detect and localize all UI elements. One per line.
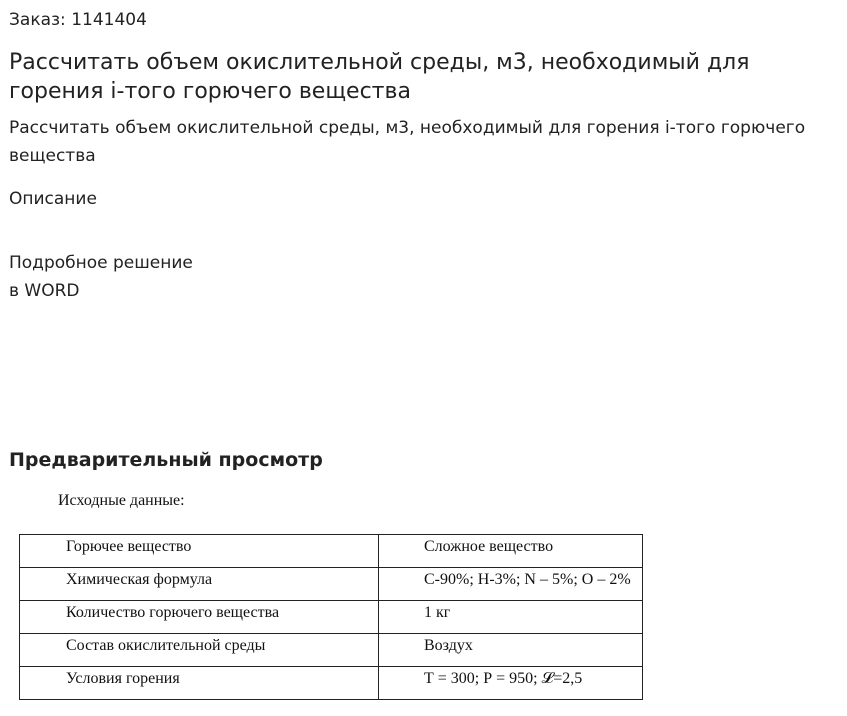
row-key: Состав окислительной среды — [20, 634, 379, 667]
source-data-table — [19, 534, 643, 700]
order-label: Заказ: — [9, 10, 66, 30]
row-value: С-90%; Н-3%; N – 5%; O – 2% — [379, 568, 643, 601]
order-info — [9, 9, 147, 31]
row-key: Горючее вещество — [20, 535, 379, 568]
table-row — [20, 634, 643, 667]
page-title: Рассчитать объем окислительной среды, м3, необходимый для горения i-того горючего вещества — [9, 50, 750, 104]
row-value: Сложное вещество — [379, 535, 643, 568]
table-row — [20, 568, 643, 601]
page-subtitle: Рассчитать объем окислительной среды, м3, необходимый для горения i-того горючего вещества — [9, 118, 806, 166]
row-value: 1 кг — [379, 601, 643, 634]
table-row — [20, 601, 643, 634]
source-data-title: Исходные данные: — [58, 492, 185, 509]
row-key: Условия горения — [20, 667, 379, 700]
solution-line-2: в WORD — [9, 281, 80, 301]
table-row — [20, 535, 643, 568]
description-heading: Описание — [9, 189, 97, 209]
solution-info — [9, 249, 193, 305]
order-number: 1141404 — [71, 10, 147, 30]
row-key: Количество горючего вещества — [20, 601, 379, 634]
table-row — [20, 667, 643, 700]
preview-heading: Предварительный просмотр — [9, 449, 323, 471]
row-key: Химическая формула — [20, 568, 379, 601]
solution-line-1: Подробное решение — [9, 253, 193, 273]
row-value: Воздух — [379, 634, 643, 667]
row-value: Т = 300; Р = 950; 𝓛=2,5 — [379, 667, 643, 700]
